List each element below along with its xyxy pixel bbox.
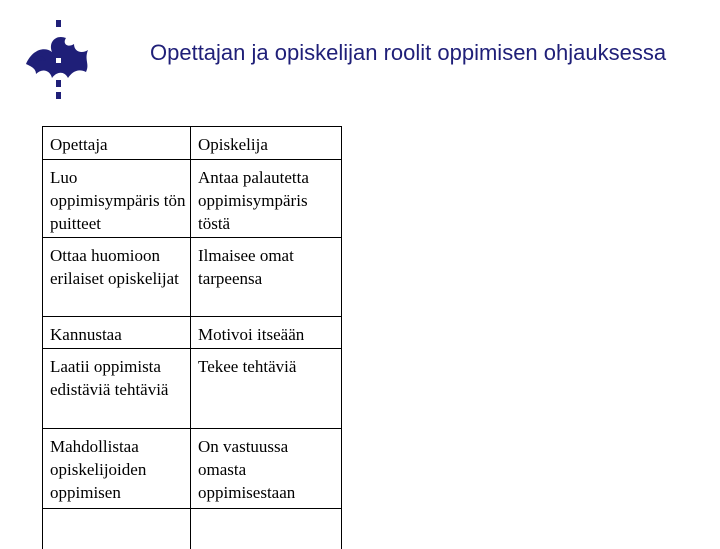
table-cell-teacher xyxy=(43,509,191,549)
table-row xyxy=(43,127,341,160)
table-cell-student xyxy=(191,509,339,549)
table-row xyxy=(43,238,341,317)
roles-table xyxy=(42,126,342,549)
table-row xyxy=(43,160,341,238)
table-cell-student: Opiskelija xyxy=(198,135,268,154)
table-row xyxy=(43,429,341,509)
table-cell-teacher: Ottaa huomioon erilaiset opiskelijat xyxy=(43,238,191,316)
table-cell-teacher: Kannustaa xyxy=(43,317,191,348)
university-flame-logo-icon xyxy=(22,20,94,100)
table-cell-student: Ilmaisee omat tarpeensa xyxy=(198,246,294,288)
table-cell-student: On vastuussa omasta oppimisestaan xyxy=(198,437,296,502)
page-title: Opettajan ja opiskelijan roolit oppimisen ohjauksessa xyxy=(150,40,667,65)
table-cell-student: Antaa palautetta oppimisympäris töstä xyxy=(198,168,309,233)
table-cell-student: Motivoi itseään xyxy=(198,325,305,344)
table-cell-teacher: Opettaja xyxy=(43,127,191,159)
table-row xyxy=(43,509,341,549)
table-cell-teacher: Laatii oppimista edistäviä tehtäviä xyxy=(43,349,191,428)
table-cell-student: Tekee tehtäviä xyxy=(198,357,297,376)
table-row xyxy=(43,349,341,429)
table-row xyxy=(43,317,341,349)
table-cell-teacher: Mahdollistaa opiskelijoiden oppimisen xyxy=(43,429,191,508)
table-cell-teacher: Luo oppimisympäris tön puitteet xyxy=(43,160,191,237)
